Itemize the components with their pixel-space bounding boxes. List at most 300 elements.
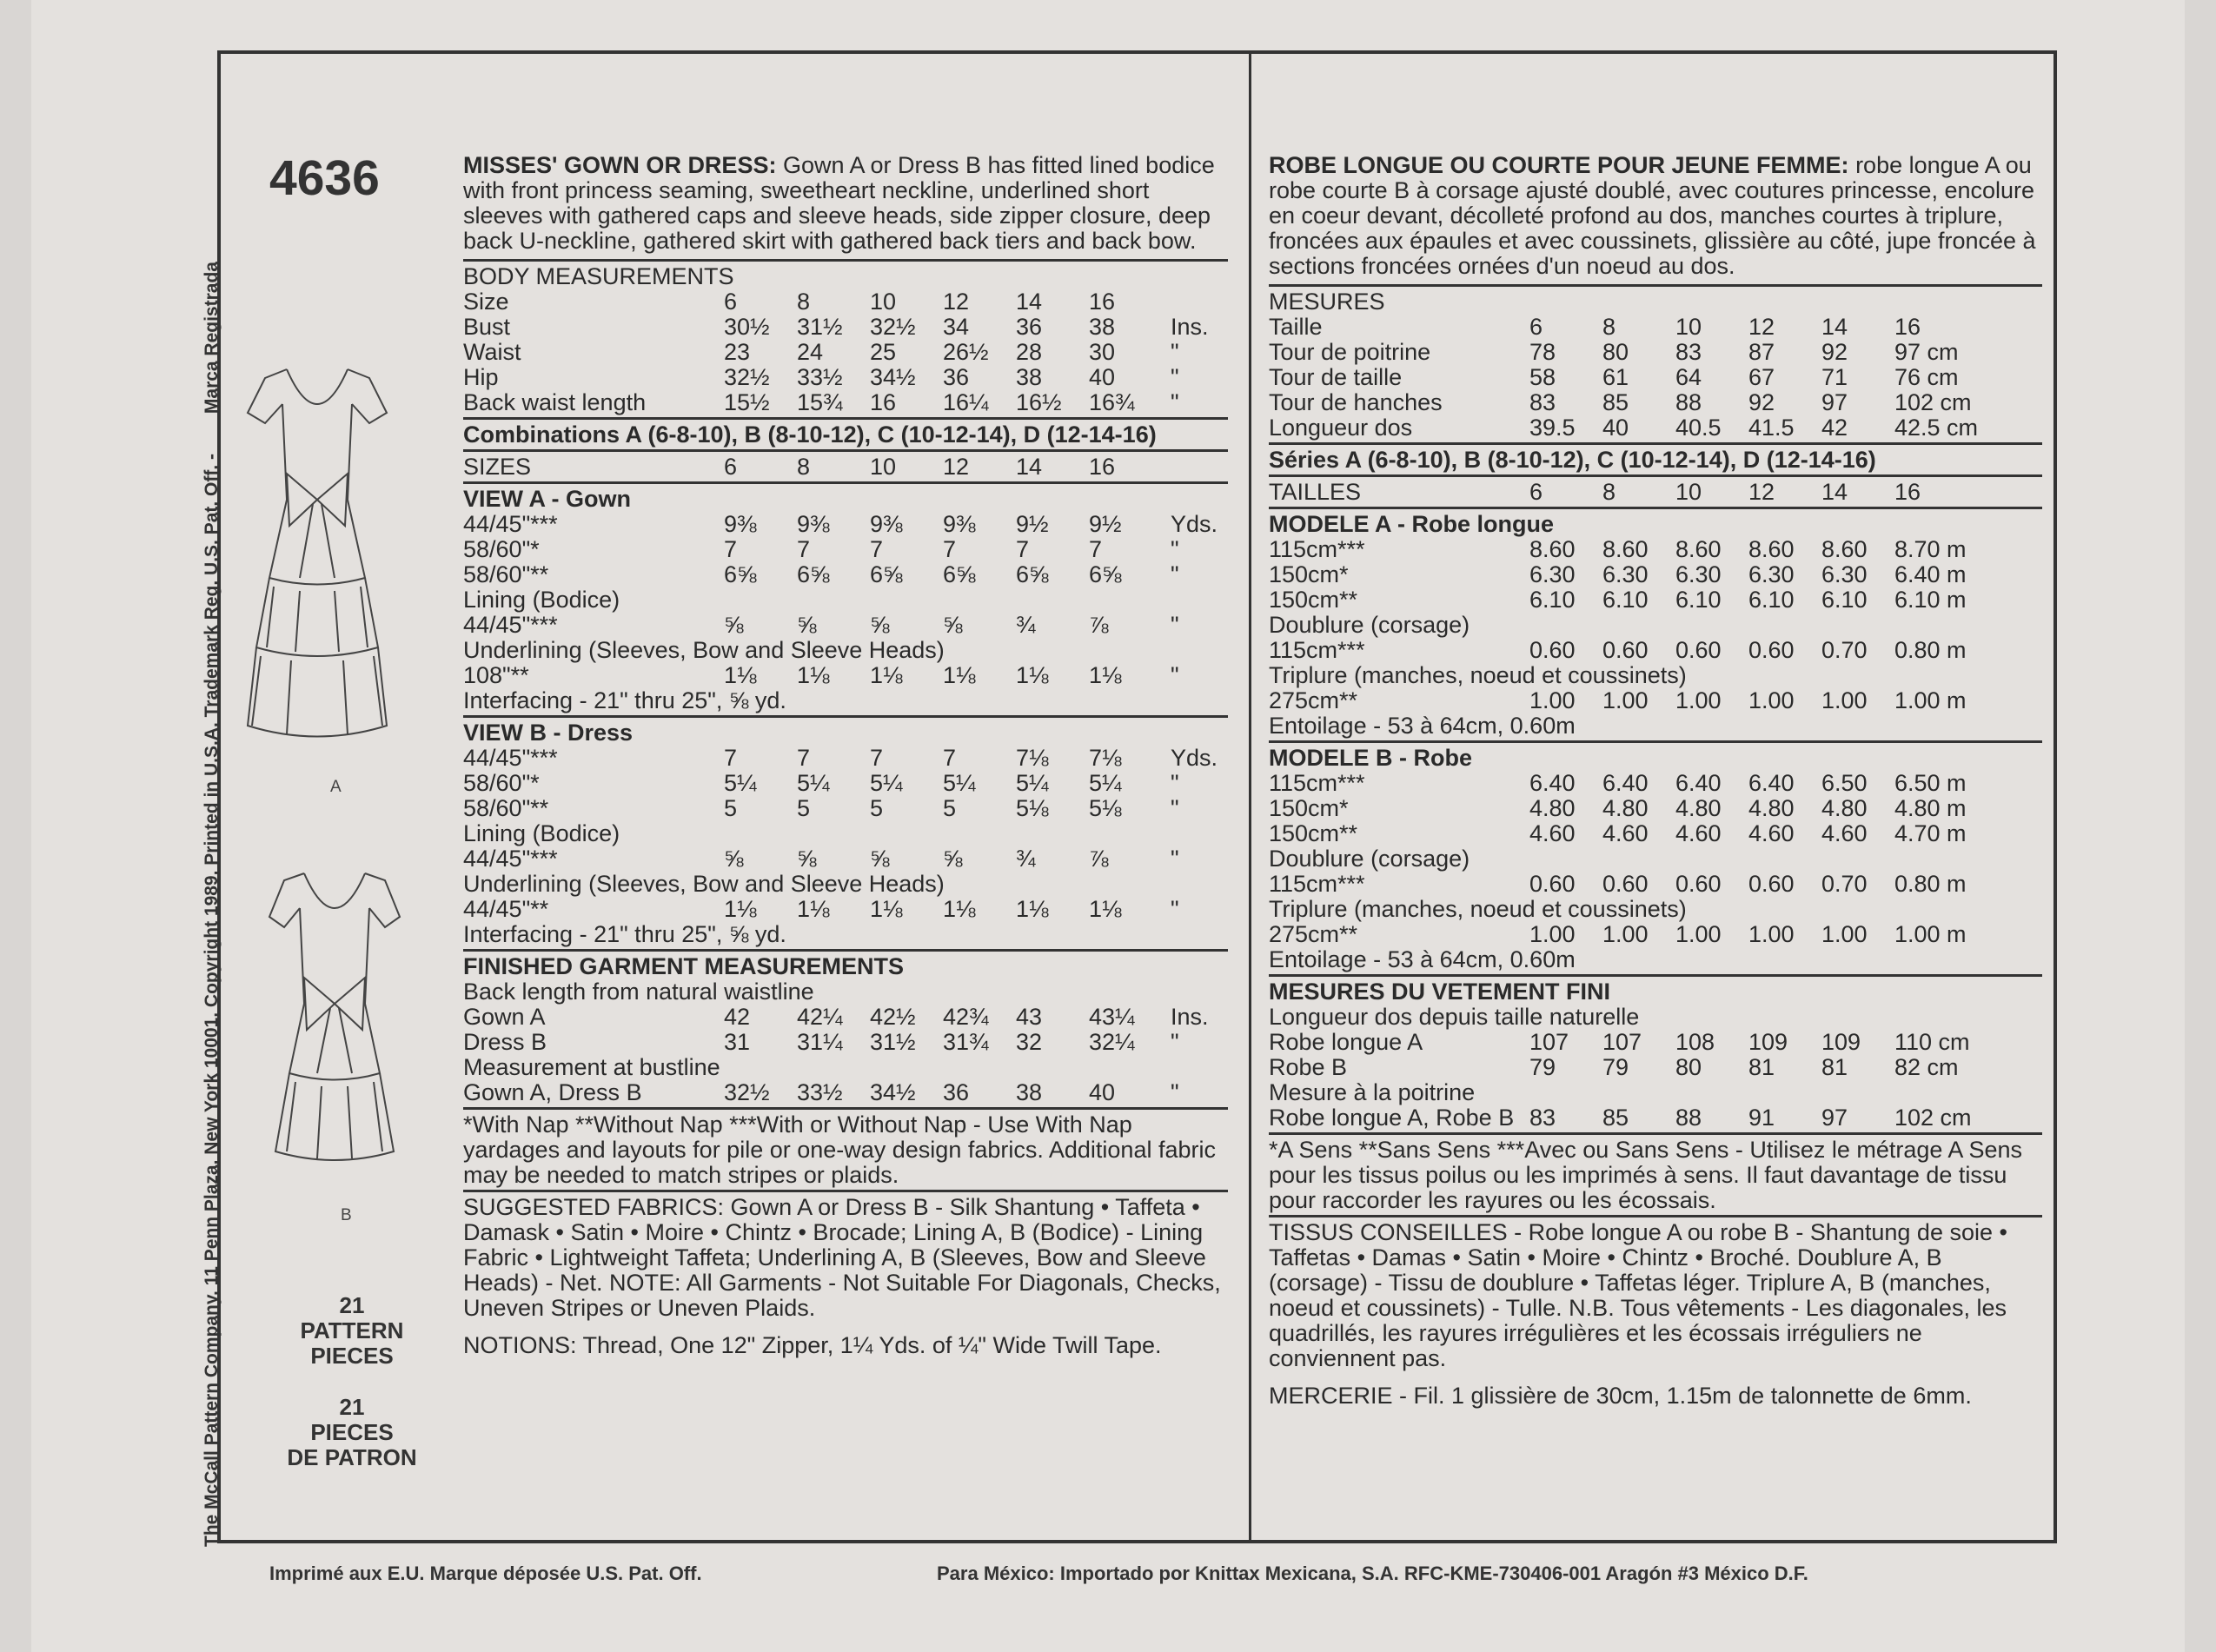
body-measurements-heading: MESURES xyxy=(1269,289,1385,315)
sizes-row-label: SIZES xyxy=(463,454,532,480)
body-measurement-row-value: 92 xyxy=(1821,339,1848,365)
section-rule xyxy=(463,715,1228,718)
view-b-lining-row-value: 0.60 xyxy=(1748,871,1795,897)
body-measurement-row-value: 16 xyxy=(870,389,897,415)
finished-measurement-row-unit: " xyxy=(1171,1029,1179,1055)
view-a-yardage-row-label: 44/45"*** xyxy=(463,511,558,537)
finished-measurement-row-value: 43 xyxy=(1016,1004,1043,1030)
view-b-yardage-row-value: 4.60 xyxy=(1748,820,1795,846)
description xyxy=(1269,153,2042,279)
view-a-yardage-row-value: 9½ xyxy=(1089,511,1122,537)
finished-measurement-row-value: 33½ xyxy=(797,1079,843,1105)
finished-measurement-row-label: Gown A, Dress B xyxy=(463,1079,642,1105)
view-a-yardage-row-value: 9⅜ xyxy=(797,511,830,537)
notions: MERCERIE - Fil. 1 glissière de 30cm, 1.15m de talonnette de 6mm. xyxy=(1269,1383,1972,1409)
view-b-yardage-row-value: 6.50 xyxy=(1821,770,1868,796)
body-measurement-row-value: 14 xyxy=(1016,289,1043,315)
view-a-yardage-row xyxy=(1269,562,2042,587)
finished-measurement-row-value: 38 xyxy=(1016,1079,1043,1105)
view-b-lining-row-value: ⅝ xyxy=(870,846,890,872)
combinations-line: Combinations A (6-8-10), B (8-10-12), C (10-12-14), D (12-14-16) xyxy=(463,421,1157,448)
finished-subheading: Mesure à la poitrine xyxy=(1269,1079,1476,1105)
description-title: ROBE LONGUE OU COURTE POUR JEUNE FEMME: xyxy=(1269,152,1849,178)
view-a-yardage-row-unit: " xyxy=(1171,536,1179,562)
view-a-underlining-row-value: 1.00 xyxy=(1675,687,1722,713)
view-a-yardage-row-value: 6.30 xyxy=(1748,561,1795,587)
description-title: MISSES' GOWN OR DRESS: xyxy=(463,152,777,178)
combinations-line: Séries A (6-8-10), B (8-10-12), C (10-12-14), D (12-14-16) xyxy=(1269,447,1876,473)
finished-measurement-row-value: 79 xyxy=(1602,1054,1629,1080)
view-b-underlining-label: Underlining (Sleeves, Bow and Sleeve Heads) xyxy=(463,871,945,897)
body-measurement-row-value: 42 xyxy=(1821,415,1848,441)
view-b-yardage-row-value: 5 xyxy=(797,795,811,821)
finished-measurement-row-value: 31½ xyxy=(870,1029,916,1055)
sizes-row-value: 16 xyxy=(1089,454,1116,480)
suggested-fabrics: TISSUS CONSEILLES - Robe longue A ou robe B - Shantung de soie • Taffetas • Damas • Satin • Moire • Chintz • Broché. Doublure A, B (corsage) - Tissu de doublure • Taffetas léger. Triplure A, B (manches, noeud et coussinets) - Tulle. N.B. Tous vêtements - Les diagonales, les quadrillés, les rayures irrégulières et les écossais irréguliers ne conviennent pas. xyxy=(1269,1219,2007,1371)
view-a-yardage-row-value: 9⅜ xyxy=(943,511,976,537)
body-measurement-row-value: 102 cm xyxy=(1894,389,1972,415)
view-b-lining-row-unit: " xyxy=(1171,846,1179,872)
finished-measurement-row-label: Robe longue A xyxy=(1269,1029,1423,1055)
section-rule xyxy=(463,449,1228,452)
view-b-yardage-row-value: 4.80 xyxy=(1675,795,1722,821)
finished-measurement-row-unit: " xyxy=(1171,1079,1179,1105)
pieces-count: 21 xyxy=(339,1394,365,1420)
finished-measurement-row-value: 34½ xyxy=(870,1079,916,1105)
body-measurement-row-label: Taille xyxy=(1269,314,1323,340)
view-a-yardage-row-value: 7 xyxy=(1016,536,1030,562)
body-measurement-row-value: 76 cm xyxy=(1894,364,1959,390)
view-a-underlining-row-value: 1⅛ xyxy=(797,662,830,688)
body-measurement-row-value: 28 xyxy=(1016,339,1043,365)
body-measurement-row-value: 42.5 cm xyxy=(1894,415,1979,441)
body-measurements-heading: BODY MEASUREMENTS xyxy=(463,263,734,289)
view-a-yardage-row-label: 58/60"** xyxy=(463,561,549,587)
view-a-yardage-row xyxy=(463,562,1228,587)
view-a-underlining-label: Triplure (manches, noeud et coussinets) xyxy=(1269,662,1687,688)
body-measurement-row-unit: Ins. xyxy=(1171,314,1209,340)
body-measurement-row-value: 33½ xyxy=(797,364,843,390)
body-measurement-row-value: 25 xyxy=(870,339,897,365)
view-a-yardage-row-unit xyxy=(1967,587,2028,613)
view-a-underlining-row-label: 108"** xyxy=(463,662,529,688)
body-measurement-row-value: 40 xyxy=(1602,415,1629,441)
section-rule xyxy=(1269,1132,2042,1135)
view-b-heading: VIEW B - Dress xyxy=(463,720,634,746)
view-b-interfacing: Interfacing - 21" thru 25", ⅝ yd. xyxy=(463,921,786,947)
body-measurement-row-value: 10 xyxy=(1675,314,1702,340)
body-measurement-row xyxy=(463,315,1228,340)
finished-measurement-row-value: 42¼ xyxy=(797,1004,843,1030)
finished-measurement-row-label: Dress B xyxy=(463,1029,547,1055)
body-measurement-row-value: 34 xyxy=(943,314,970,340)
finished-measurement-row-value: 31¾ xyxy=(943,1029,989,1055)
view-b-yardage-row-value: 5¼ xyxy=(1016,770,1049,796)
body-measurement-row-value: 92 xyxy=(1748,389,1775,415)
sizes-row-unit xyxy=(1162,454,1223,480)
body-measurement-row-value: 34½ xyxy=(870,364,916,390)
sizes-row-unit xyxy=(1967,480,2028,505)
body-measurement-row-value: 12 xyxy=(1748,314,1775,340)
view-a-yardage-row-unit: " xyxy=(1171,561,1179,587)
sizes-row-value: 12 xyxy=(1748,479,1775,505)
finished-measurement-row-label: Robe B xyxy=(1269,1054,1348,1080)
body-measurement-row-label: Tour de poitrine xyxy=(1269,339,1431,365)
finished-measurements-heading: MESURES DU VETEMENT FINI xyxy=(1269,979,1611,1005)
view-a-lining-row xyxy=(463,613,1228,638)
view-a-lining-row-unit: " xyxy=(1171,612,1179,638)
view-a-sketch xyxy=(239,352,395,778)
body-measurement-row-value: 39.5 xyxy=(1529,415,1576,441)
view-a-label: A xyxy=(330,778,342,796)
view-a-yardage-row-value: 6⅝ xyxy=(1016,561,1049,587)
view-a-yardage-row-value: 9⅜ xyxy=(870,511,903,537)
sizes-row-value: 10 xyxy=(870,454,897,480)
view-a-lining-row-label: 115cm*** xyxy=(1269,637,1365,663)
body-measurement-row-value: 88 xyxy=(1675,389,1702,415)
body-measurement-row-value: 67 xyxy=(1748,364,1775,390)
view-a-yardage-row-label: 115cm*** xyxy=(1269,536,1365,562)
view-a-yardage-row-label: 150cm* xyxy=(1269,561,1349,587)
view-a-lining-label: Lining (Bodice) xyxy=(463,587,620,613)
view-b-lining-label: Doublure (corsage) xyxy=(1269,846,1470,872)
body-measurement-row-value: 61 xyxy=(1602,364,1629,390)
view-b-label: B xyxy=(341,1206,352,1224)
finished-subheading: Longueur dos depuis taille naturelle xyxy=(1269,1004,1640,1030)
finished-measurement-row-value: 40 xyxy=(1089,1079,1116,1105)
view-a-yardage-row-unit xyxy=(1967,537,2028,562)
finished-measurement-row-value: 80 xyxy=(1675,1054,1702,1080)
view-b-lining-row-value: ⅝ xyxy=(724,846,744,872)
section-rule xyxy=(1269,442,2042,445)
view-b-underlining-row-value: 1⅛ xyxy=(1016,896,1049,922)
body-measurement-row xyxy=(463,340,1228,365)
view-b-yardage-row xyxy=(463,771,1228,796)
view-b-yardage-row-label: 115cm*** xyxy=(1269,770,1365,796)
section-rule xyxy=(1269,474,2042,477)
finished-measurement-row-value: 107 xyxy=(1529,1029,1569,1055)
view-b-yardage-row-label: 58/60"* xyxy=(463,770,540,796)
finished-measurement-row xyxy=(463,1080,1228,1105)
finished-measurement-row-value: 32¼ xyxy=(1089,1029,1135,1055)
body-measurement-row-label: Bust xyxy=(463,314,511,340)
view-b-yardage-row-value: 5¼ xyxy=(870,770,903,796)
description-text: robe longue A ou robe courte B à corsage ajusté doublé, avec coutures princesse, encolure en coeur devant, décolleté profond au dos, manches courtes à triplure, froncées aux épaules et avec coussinets, glissière au côté, jupe froncée à sections froncées ornées d'un noeud au dos. xyxy=(1269,152,2036,279)
finished-measurement-row-value: 32½ xyxy=(724,1079,770,1105)
english-column xyxy=(463,153,1228,1358)
view-a-yardage-row-unit xyxy=(1967,562,2028,587)
finished-measurement-row-unit: Ins. xyxy=(1171,1004,1209,1030)
view-a-yardage-row-value: 8.60 xyxy=(1821,536,1868,562)
view-b-lining-row-value: 0.60 xyxy=(1529,871,1576,897)
body-measurement-row-value: 12 xyxy=(943,289,970,315)
view-a-lining-row-value: ⅝ xyxy=(943,612,963,638)
view-b-lining-row-unit xyxy=(1967,872,2028,897)
body-measurement-row-unit xyxy=(1967,365,2028,390)
view-b-yardage-row-value: 7 xyxy=(870,745,884,771)
nap-note: *A Sens **Sans Sens ***Avec ou Sans Sens - Utilisez le métrage A Sens pour les tissus poilus ou les imprimés à sens. Il faut davantage de tissu pour raccorder les rayures ou les écossais. xyxy=(1269,1137,2022,1213)
view-b-underlining-row-value: 1⅛ xyxy=(943,896,976,922)
body-measurement-row-unit xyxy=(1967,415,2028,441)
view-a-underlining-row-value: 1.00 xyxy=(1529,687,1576,713)
body-measurement-row-value: 6 xyxy=(724,289,738,315)
finished-measurement-row-value: 109 xyxy=(1821,1029,1861,1055)
view-b-underlining-row-label: 44/45"** xyxy=(463,896,549,922)
body-measurement-row-unit xyxy=(1967,340,2028,365)
view-b-yardage-row xyxy=(463,796,1228,821)
view-b-yardage-row-value: 7 xyxy=(943,745,957,771)
body-measurement-row-value: 32½ xyxy=(870,314,916,340)
finished-measurement-row-value: 42½ xyxy=(870,1004,916,1030)
view-a-yardage-row-value: 9½ xyxy=(1016,511,1049,537)
view-b-yardage-row-value: 4.80 xyxy=(1821,795,1868,821)
finished-measurement-row-value: 107 xyxy=(1602,1029,1642,1055)
view-b-lining-label: Lining (Bodice) xyxy=(463,820,620,846)
view-b-yardage-row-unit: " xyxy=(1171,770,1179,796)
view-a-yardage-row-value: 8.60 xyxy=(1748,536,1795,562)
view-a-heading: MODELE A - Robe longue xyxy=(1269,511,1554,537)
view-a-lining-row-value: 0.80 m xyxy=(1894,637,1967,663)
body-measurement-row xyxy=(1269,390,2042,415)
view-a-yardage-row-value: 8.70 m xyxy=(1894,536,1967,562)
body-measurement-row-value: 16 xyxy=(1089,289,1116,315)
view-b-yardage-row-value: 6.40 xyxy=(1748,770,1795,796)
finished-measurement-row-value: 31 xyxy=(724,1029,751,1055)
section-rule xyxy=(463,417,1228,420)
view-a-heading: VIEW A - Gown xyxy=(463,486,631,512)
body-measurement-row-value: 15½ xyxy=(724,389,770,415)
view-a-lining-row xyxy=(1269,638,2042,663)
section-rule xyxy=(1269,507,2042,509)
view-b-yardage-row-label: 58/60"** xyxy=(463,795,549,821)
view-b-underlining-label: Triplure (manches, noeud et coussinets) xyxy=(1269,896,1687,922)
finished-measurement-row-value: 81 xyxy=(1821,1054,1848,1080)
section-rule xyxy=(463,1107,1228,1110)
body-measurement-row-value: 16¼ xyxy=(943,389,989,415)
body-measurement-row-value: 8 xyxy=(797,289,811,315)
suggested-fabrics: SUGGESTED FABRICS: Gown A or Dress B - Silk Shantung • Taffeta • Damask • Satin • Moire • Chintz • Brocade; Lining A, B (Bodice) - Lining Fabric • Lightweight Taffeta; Underlining A, B (Sleeves, Bow and Sleeve Heads) - Net. NOTE: All Garments - Not Suitable For Diagonals, Checks, Uneven Stripes or Uneven Plaids. xyxy=(463,1194,1221,1321)
body-measurement-row-value: 78 xyxy=(1529,339,1556,365)
view-a-lining-row-label: 44/45"*** xyxy=(463,612,558,638)
finished-measurement-row-value: 97 xyxy=(1821,1105,1848,1131)
view-a-yardage-row-value: 6⅝ xyxy=(943,561,976,587)
pieces-word: PATTERN xyxy=(300,1317,404,1343)
spacer xyxy=(463,1321,1228,1333)
french-column xyxy=(1269,153,2042,1409)
view-a-yardage-row-label: 150cm** xyxy=(1269,587,1358,613)
view-b-yardage-row-value: 5 xyxy=(870,795,884,821)
view-b-lining-row-value: ⅞ xyxy=(1089,846,1109,872)
section-rule xyxy=(463,949,1228,952)
view-b-lining-row-value: ⅝ xyxy=(797,846,817,872)
view-b-yardage-row-value: 4.80 xyxy=(1602,795,1649,821)
body-measurement-row-label: Waist xyxy=(463,339,521,365)
view-b-yardage-row xyxy=(1269,771,2042,796)
view-b-lining-row-value: ¾ xyxy=(1016,846,1036,872)
view-a-lining-row-value: 0.60 xyxy=(1602,637,1649,663)
finished-subheading: Back length from natural waistline xyxy=(463,979,814,1005)
body-measurement-row-value: 31½ xyxy=(797,314,843,340)
view-a-yardage-row-value: 8.60 xyxy=(1602,536,1649,562)
view-b-yardage-row-value: 4.70 m xyxy=(1894,820,1967,846)
view-b-yardage-row-value: 4.80 m xyxy=(1894,795,1967,821)
view-a-yardage-row-value: 6.10 xyxy=(1675,587,1722,613)
view-a-yardage-row-value: 9⅜ xyxy=(724,511,757,537)
finished-measurements-heading: FINISHED GARMENT MEASUREMENTS xyxy=(463,953,905,979)
view-b-yardage-row-value: 4.60 xyxy=(1675,820,1722,846)
view-a-lining-row-value: 0.60 xyxy=(1529,637,1576,663)
view-b-yardage-row-value: 5¼ xyxy=(943,770,976,796)
view-a-underlining-row-unit xyxy=(1967,688,2028,713)
view-a-underlining-row-value: 1.00 xyxy=(1821,687,1868,713)
view-a-lining-row-value: 0.70 xyxy=(1821,637,1868,663)
view-a-lining-row-value: ⅝ xyxy=(724,612,744,638)
view-b-yardage-row-label: 44/45"*** xyxy=(463,745,558,771)
footer-right: Para México: Importado por Knittax Mexicana, S.A. RFC-KME-730406-001 Aragón #3 México D.F. xyxy=(937,1562,1808,1584)
finished-measurement-row-value: 82 cm xyxy=(1894,1054,1959,1080)
view-a-lining-row-value: 0.60 xyxy=(1748,637,1795,663)
view-a-underlining-row-value: 1⅛ xyxy=(724,662,757,688)
body-measurement-row-unit: " xyxy=(1171,364,1179,390)
view-b-lining-row-value: 0.60 xyxy=(1675,871,1722,897)
view-a-yardage-row-value: 6.10 xyxy=(1821,587,1868,613)
view-a-underlining-row-value: 1.00 xyxy=(1748,687,1795,713)
body-measurement-row-unit xyxy=(1162,289,1223,315)
body-measurement-row-value: 16¾ xyxy=(1089,389,1135,415)
view-a-underlining-row-value: 1⅛ xyxy=(943,662,976,688)
view-b-underlining-row-unit: " xyxy=(1171,896,1179,922)
view-a-lining-row-value: ¾ xyxy=(1016,612,1036,638)
view-a-yardage-row-value: 7 xyxy=(943,536,957,562)
view-b-sketch xyxy=(265,856,404,1204)
view-a-yardage-row-label: 58/60"* xyxy=(463,536,540,562)
view-b-lining-row xyxy=(1269,872,2042,897)
view-a-underlining-row-unit: " xyxy=(1171,662,1179,688)
body-measurement-row-value: 40.5 xyxy=(1675,415,1722,441)
nap-note: *With Nap **Without Nap ***With or Without Nap - Use With Nap yardages and layouts for pile or one-way design fabrics. Additional fabric may be needed to match stripes or plaids. xyxy=(463,1111,1216,1188)
view-b-lining-row-value: 0.60 xyxy=(1602,871,1649,897)
view-a-yardage-row xyxy=(463,537,1228,562)
view-b-yardage-row-value: 6.50 m xyxy=(1894,770,1967,796)
view-b-yardage-row-value: 7 xyxy=(797,745,811,771)
body-measurement-row-value: 16 xyxy=(1894,314,1921,340)
body-measurement-row xyxy=(463,390,1228,415)
finished-measurement-row-value: 109 xyxy=(1748,1029,1788,1055)
view-b-underlining-row-value: 1.00 xyxy=(1748,921,1795,947)
sizes-row-label: TAILLES xyxy=(1269,479,1362,505)
view-a-yardage-row-value: 6⅝ xyxy=(1089,561,1122,587)
view-b-underlining-row-unit xyxy=(1967,922,2028,947)
pieces-word: DE PATRON xyxy=(287,1444,417,1470)
body-measurement-row-value: 87 xyxy=(1748,339,1775,365)
view-a-lining-row-value: ⅝ xyxy=(797,612,817,638)
body-measurement-row-value: 58 xyxy=(1529,364,1556,390)
section-rule xyxy=(1269,284,2042,287)
view-b-yardage-row-value: 4.60 xyxy=(1602,820,1649,846)
view-a-yardage-row xyxy=(1269,587,2042,613)
view-b-underlining-row-value: 1.00 xyxy=(1821,921,1868,947)
view-b-underlining-row-value: 1.00 xyxy=(1529,921,1576,947)
pattern-pieces-en xyxy=(274,1293,430,1369)
body-measurement-row-value: 10 xyxy=(870,289,897,315)
view-b-lining-row-value: ⅝ xyxy=(943,846,963,872)
view-a-yardage-row-value: 7 xyxy=(870,536,884,562)
finished-measurement-row-unit xyxy=(1967,1055,2028,1080)
view-a-lining-row-value: 0.60 xyxy=(1675,637,1722,663)
view-b-lining-row-label: 44/45"*** xyxy=(463,846,558,872)
view-a-underlining-row-value: 1⅛ xyxy=(870,662,903,688)
finished-measurement-row-unit xyxy=(1967,1030,2028,1055)
body-measurement-row-value: 71 xyxy=(1821,364,1848,390)
view-a-interfacing: Entoilage - 53 à 64cm, 0.60m xyxy=(1269,713,1576,739)
view-b-yardage-row-value: 6.40 xyxy=(1602,770,1649,796)
finished-measurement-row xyxy=(463,1005,1228,1030)
view-b-yardage-row-unit: " xyxy=(1171,795,1179,821)
view-a-yardage-row-value: 6.10 xyxy=(1529,587,1576,613)
view-b-yardage-row-value: 5¼ xyxy=(1089,770,1122,796)
sizes-row-value: 16 xyxy=(1894,479,1921,505)
finished-measurement-row-value: 88 xyxy=(1675,1105,1702,1131)
finished-subheading: Measurement at bustline xyxy=(463,1054,720,1080)
view-b-yardage-row-label: 150cm* xyxy=(1269,795,1349,821)
body-measurement-row xyxy=(1269,340,2042,365)
finished-measurement-row-value: 31¼ xyxy=(797,1029,843,1055)
view-b-yardage-row-label: 150cm** xyxy=(1269,820,1358,846)
finished-measurement-row-value: 108 xyxy=(1675,1029,1715,1055)
sizes-row-value: 14 xyxy=(1016,454,1043,480)
body-measurement-row-value: 40 xyxy=(1089,364,1116,390)
copyright-text: The McCall Pattern Company, 11 Penn Plaza, New York 10001, Copyright 1989, Printed in U.S.A. Trademark Reg. U.S. Pat. Off. - xyxy=(202,453,222,1547)
section-rule xyxy=(463,481,1228,484)
footer-left: Imprimé aux E.U. Marque déposée U.S. Pat. Off. xyxy=(269,1562,702,1584)
finished-measurement-row-value: 42¾ xyxy=(943,1004,989,1030)
view-b-underlining-row-value: 1.00 m xyxy=(1894,921,1967,947)
view-a-yardage-row-value: 6⅝ xyxy=(870,561,903,587)
view-b-yardage-row-value: 5 xyxy=(943,795,957,821)
finished-measurement-row-value: 110 cm xyxy=(1894,1029,1970,1055)
view-a-underlining-row xyxy=(1269,688,2042,713)
body-measurement-row-unit: " xyxy=(1171,389,1179,415)
view-a-yardage-row-value: 8.60 xyxy=(1675,536,1722,562)
view-a-yardage-row-value: 6.10 xyxy=(1602,587,1649,613)
body-measurement-row xyxy=(1269,365,2042,390)
view-a-underlining-label: Underlining (Sleeves, Bow and Sleeve Heads) xyxy=(463,637,945,663)
finished-measurement-row-unit xyxy=(1967,1105,2028,1131)
body-measurement-row-label: Back waist length xyxy=(463,389,647,415)
body-measurement-row-value: 38 xyxy=(1089,314,1116,340)
body-measurement-row-unit xyxy=(1967,390,2028,415)
view-b-underlining-row xyxy=(1269,922,2042,947)
body-measurement-row-value: 36 xyxy=(943,364,970,390)
body-measurement-row-value: 80 xyxy=(1602,339,1629,365)
body-measurement-row xyxy=(1269,415,2042,441)
view-a-yardage-row-value: 6.40 m xyxy=(1894,561,1967,587)
view-b-underlining-row xyxy=(463,897,1228,922)
sizes-row-value: 6 xyxy=(1529,479,1543,505)
view-a-lining-row-unit xyxy=(1967,638,2028,663)
view-a-interfacing: Interfacing - 21" thru 25", ⅝ yd. xyxy=(463,687,786,713)
body-measurement-row-value: 14 xyxy=(1821,314,1848,340)
view-a-yardage-row-value: 7 xyxy=(797,536,811,562)
body-measurement-row-value: 83 xyxy=(1675,339,1702,365)
body-measurement-row-value: 32½ xyxy=(724,364,770,390)
view-b-underlining-row-value: 1⅛ xyxy=(724,896,757,922)
view-a-yardage-row-value: 6⅝ xyxy=(724,561,757,587)
view-b-yardage-row xyxy=(463,746,1228,771)
finished-measurement-row-label: Robe longue A, Robe B xyxy=(1269,1105,1515,1131)
body-measurement-row-value: 36 xyxy=(1016,314,1043,340)
body-measurement-row-label: Size xyxy=(463,289,509,315)
